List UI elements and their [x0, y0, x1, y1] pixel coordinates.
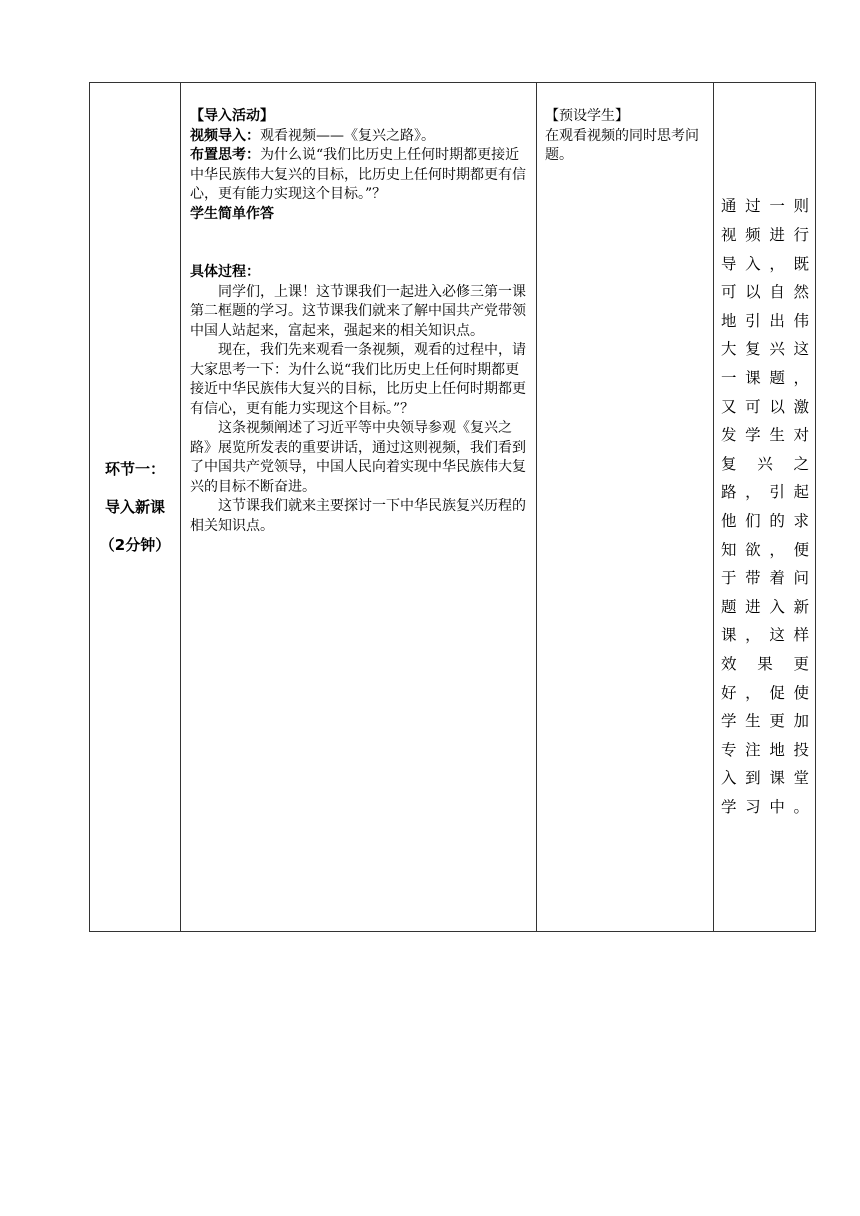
students-text: 在观看视频的同时思考问题。 — [545, 127, 699, 163]
video-intro-label: 视频导入： — [190, 127, 260, 144]
stage-title: 导入新课 — [104, 498, 165, 516]
process-paragraph: 这条视频阐述了习近平等中央领导参观《复兴之路》展览所发表的重要讲话，通过这则视频，我们看到了中国共产党领导，中国人民向着实现中华民族伟大复兴的目标不断奋进。 — [190, 420, 526, 495]
teacher-activity-cell — [181, 83, 537, 932]
assign-question-label: 布置思考： — [190, 147, 260, 163]
intent-line: 入到课堂 — [721, 769, 809, 788]
intent-line: 通过一则 — [721, 197, 809, 216]
process-paragraph: 现在，我们先来观看一条视频，观看的过程中，请大家思考一下：为什么说“我们比历史上任何时期都更接近中华民族伟大复兴的目标，比历史上任何时期都更有信心，更有能力实现这个目标。”？ — [190, 342, 526, 417]
intent-line: 又可以激 — [721, 397, 809, 416]
intent-line: 他们的求 — [721, 512, 809, 530]
process-paragraph: 同学们，上课！这节课我们一起进入必修三第一课第二框题的学习。这节课我们就来了解中国共产党带领中国人站起来，富起来，强起来的相关知识点。 — [190, 283, 526, 339]
stage-label: 环节一： — [104, 460, 165, 478]
student-answer-note: 学生简单作答 — [190, 205, 274, 222]
assign-question-text: 为什么说“我们比历史上任何时期都更接近中华民族伟大复兴的目标，比历史上任何时期都更有信心，更有能力实现这个目标。”？ — [190, 147, 526, 202]
table-row — [90, 83, 816, 932]
intent-line: 视频进行 — [721, 226, 809, 245]
intent-line: 学习中。 — [721, 797, 809, 816]
assign-question — [190, 146, 530, 205]
intent-line: 导入，既 — [721, 254, 809, 273]
intent-line: 可以自然 — [721, 283, 809, 302]
stage-cell — [90, 83, 181, 932]
intent-line: 一课题， — [721, 369, 809, 388]
design-intent-cell — [714, 83, 816, 932]
intent-line: 路，引起 — [721, 483, 809, 502]
intent-line: 专注地投 — [721, 740, 809, 759]
intent-line: 学生更加 — [721, 712, 809, 731]
intent-line: 题进入新 — [721, 597, 809, 616]
intent-line: 地引出伟 — [721, 311, 809, 330]
intent-line: 复兴之 — [721, 454, 809, 473]
video-intro-line — [190, 127, 530, 147]
process-label: 具体过程： — [190, 264, 260, 280]
stage-duration: （2分钟） — [99, 536, 171, 554]
intent-line: 课，这样 — [721, 626, 809, 645]
intent-line: 大复兴这 — [721, 340, 809, 359]
video-intro-text: 观看视频——《复兴之路》。 — [260, 127, 435, 144]
intent-line: 效果更 — [721, 654, 809, 673]
intent-line: 知欲，便 — [721, 540, 809, 559]
intent-line: 发学生对 — [721, 426, 809, 445]
lesson-plan-table — [89, 82, 816, 932]
student-activity-cell — [537, 83, 714, 932]
intent-line: 于带着问 — [721, 569, 809, 588]
students-heading: 【预设学生】 — [545, 108, 629, 124]
intent-line: 好，促使 — [721, 683, 809, 702]
activity-heading: 【导入活动】 — [190, 108, 274, 124]
process-paragraph: 这节课我们就来主要探讨一下中华民族复兴历程的相关知识点。 — [190, 498, 526, 534]
